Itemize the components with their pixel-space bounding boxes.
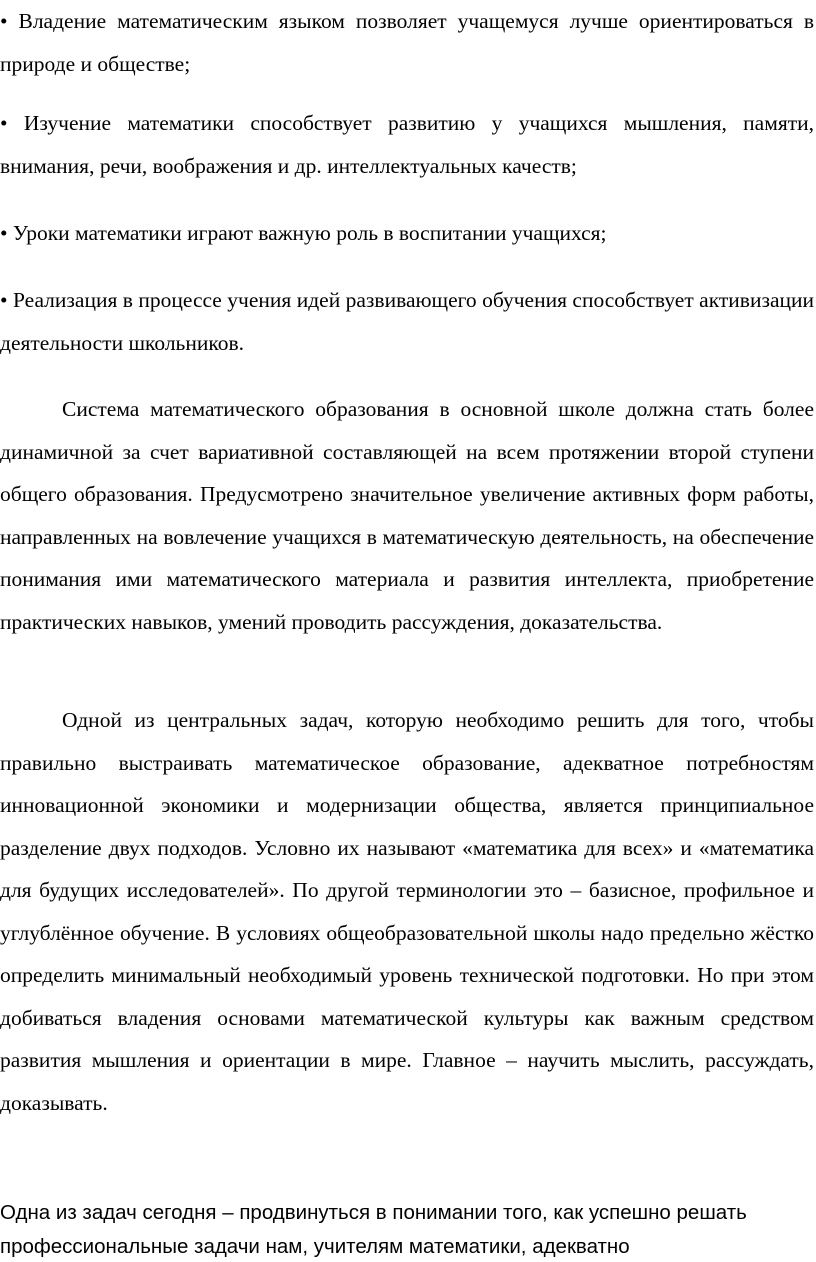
paragraph-today-tasks: Одна из задач сегодня – продвинуться в понимании того, как успешно решать профессиональные задачи нам, учителям математики, адекватно (0, 1201, 747, 1258)
bullet-item-implementation: • Реализация в процессе учения идей развивающего обучения способствует активизации деятельности школьников. (0, 288, 814, 355)
paragraph-education-system: Система математического образования в основной школе должна стать более динамичной за счет вариативной составляющей на всем протяжении второй ступени общего образования. Предусмотрено значительное увеличение активных форм работы, направленных на вовлечение учащихся в математическую деятельность, на обеспечение понимания ими математического материала и развития интеллекта, приобретение практических навыков, умений проводить рассуждения, доказательства. (0, 397, 814, 634)
bullet-item-language: • Владение математическим языком позволяет учащемуся лучше ориентироваться в природе и обществе; (0, 9, 814, 76)
bullet-item-lessons: • Уроки математики играют важную роль в воспитании учащихся; (0, 221, 607, 245)
paragraph-central-tasks: Одной из центральных задач, которую необходимо решить для того, чтобы правильно выстраивать математическое образование, адекватное потребностям инновационной экономики и модернизации общества, является принципиальное разделение двух подходов. Условно их называют «математика для всех» и «математика для будущих исследователей». По другой терминологии это – базисное, профильное и углублённое обучение. В условиях общеобразовательной школы надо предельно жёстко определить минимальный необходимый уровень технической подготовки. Но при этом добиваться владения основами математической культуры как важным средством развития мышления и ориентации в мире. Главное – научить мыслить, рассуждать, доказывать. (0, 708, 814, 1115)
bullet-item-study: • Изучение математики способствует развитию у учащихся мышления, памяти, внимания, речи, воображения и др. интеллектуальных качеств; (0, 111, 814, 178)
